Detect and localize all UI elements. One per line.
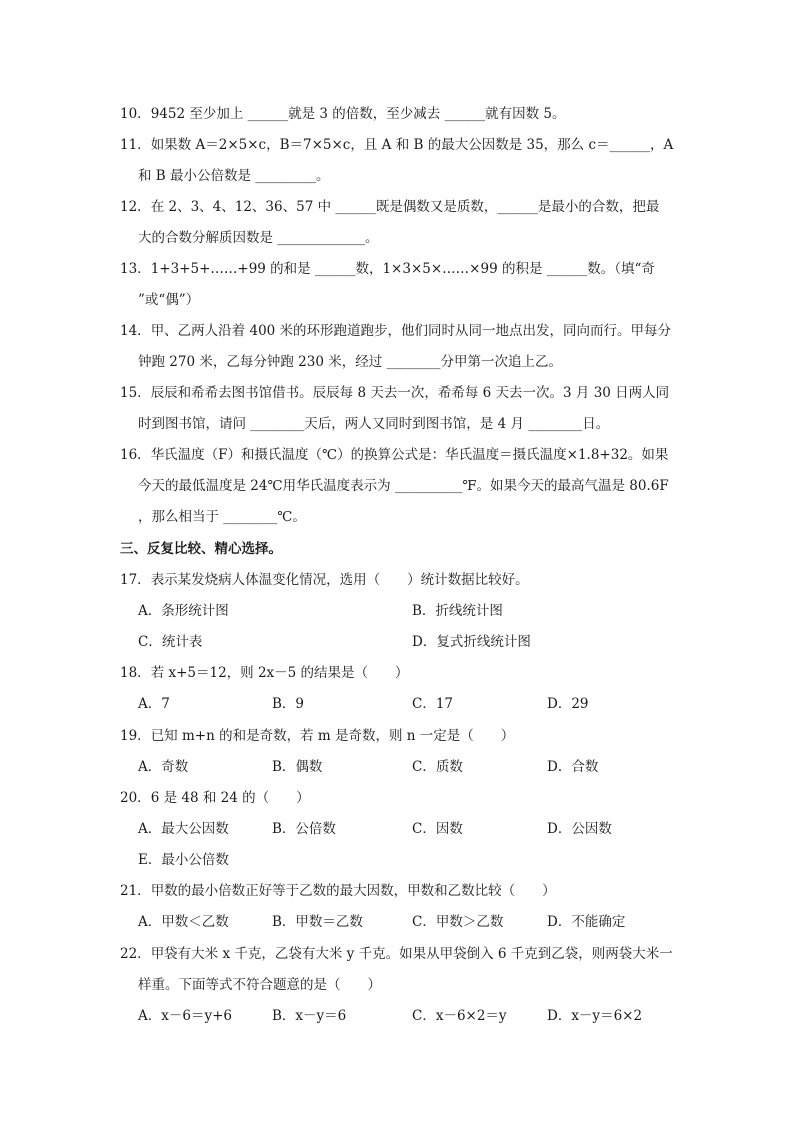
section-heading: 三、反复比较、精心选择。: [120, 541, 282, 557]
question-14-continued: 钟跑 270 米，乙每分钟跑 230 米，经过 ________分甲第一次追上乙。: [138, 354, 562, 370]
option-a[interactable]: A．x－6＝y+6: [138, 1008, 232, 1024]
question-text: 如果数 A＝2×5×c，B＝7×5×c，且 A 和 B 的最大公因数是 35，那么 c＝______，A: [150, 137, 674, 153]
question-number: 13．: [120, 261, 151, 277]
option-c[interactable]: C．统计表: [138, 634, 203, 650]
question-13: [120, 259, 655, 279]
question-text: 已知 m+n 的和是奇数，若 m 是奇数，则 n 一定是（ ）: [150, 728, 515, 744]
question-text: 辰辰和希希去图书馆借书。辰辰每 8 天去一次，希希每 6 天去一次。3 月 30 日两人同: [150, 385, 670, 401]
question-text: 表示某发烧病人体温变化情况，选用（ ）统计数据比较好。: [150, 572, 529, 588]
question-number: 12．: [120, 199, 151, 215]
option-d[interactable]: D．公因数: [547, 821, 612, 837]
option-c[interactable]: C．x－6×2＝y: [412, 1008, 507, 1024]
question-number: 19．: [120, 728, 151, 744]
question-10: [120, 104, 565, 124]
option-d[interactable]: D．29: [547, 696, 589, 712]
question-text: 1+3+5+……+99 的和是 ______数，1×3×5×……×99 的积是 ______数。（填“奇: [150, 261, 655, 277]
question-12-continued: 大的合数分解质因数是 _____________。: [138, 230, 379, 246]
question-16-continued: 今天的最低温度是 24℃用华氏温度表示为 __________℉。如果今天的最高气温是 80.6F: [138, 478, 669, 494]
question-18: [120, 663, 409, 683]
option-b[interactable]: B．9: [272, 696, 305, 712]
question-15: [120, 383, 669, 403]
question-14: [120, 321, 671, 341]
option-d[interactable]: D．x－y＝6×2: [547, 1008, 643, 1024]
question-number: 11．: [120, 137, 151, 153]
option-b[interactable]: B．甲数＝乙数: [272, 914, 363, 930]
question-text: 甲、乙两人沿着 400 米的环形跑道跑步，他们同时从同一地点出发，同向而行。甲每分: [150, 323, 672, 339]
option-d[interactable]: D．合数: [547, 759, 599, 775]
option-b[interactable]: B．偶数: [272, 759, 323, 775]
option-c[interactable]: C．甲数＞乙数: [412, 914, 504, 930]
question-text: 甲数的最小倍数正好等于乙数的最大因数，甲数和乙数比较（ ）: [150, 883, 556, 899]
question-text: 6 是 48 和 24 的（ ）: [150, 790, 310, 806]
question-16-continued-2: ，那么相当于 ________℃。: [138, 509, 306, 525]
option-b[interactable]: B．折线统计图: [412, 603, 503, 619]
question-11: [120, 135, 673, 155]
question-15-continued: 时到图书馆，请问 ________天后，两人又同时到图书馆，是 4 月 ________日。: [138, 416, 610, 432]
option-c[interactable]: C．因数: [412, 821, 463, 837]
question-20: [120, 788, 310, 808]
question-number: 14．: [120, 323, 151, 339]
question-number: 21．: [120, 883, 151, 899]
question-17: [120, 570, 529, 590]
question-text: 若 x+5＝12，则 2x－5 的结果是（ ）: [150, 665, 409, 681]
question-number: 18．: [120, 665, 151, 681]
question-number: 20．: [120, 790, 151, 806]
question-number: 16．: [120, 447, 151, 463]
question-text: 华氏温度（F）和摄氏温度（℃）的换算公式是：华氏温度＝摄氏温度×1.8+32。如果: [150, 447, 669, 463]
question-21: [120, 881, 556, 901]
question-text: 甲袋有大米 x 千克，乙袋有大米 y 千克。如果从甲袋倒入 6 千克到乙袋，则两袋大米一: [150, 946, 673, 962]
question-number: 17．: [120, 572, 151, 588]
option-c[interactable]: C．17: [412, 696, 454, 712]
option-d[interactable]: D．不能确定: [547, 914, 626, 930]
question-11-continued: 和 B 最小公倍数是 _________。: [138, 168, 330, 184]
question-22-continued: 样重。下面等式不符合题意的是（ ）: [138, 977, 381, 993]
question-22: [120, 944, 673, 964]
question-13-continued: ”或“偶”）: [138, 292, 200, 308]
option-c[interactable]: C．质数: [412, 759, 463, 775]
question-number: 15．: [120, 385, 151, 401]
question-text: 9452 至少加上 ______就是 3 的倍数，至少减去 ______就有因数 5。: [150, 106, 566, 122]
question-16: [120, 445, 668, 465]
option-b[interactable]: B．公倍数: [272, 821, 336, 837]
option-b[interactable]: B．x－y＝6: [272, 1008, 347, 1024]
question-12: [120, 197, 659, 217]
question-text: 在 2、3、4、12、36、57 中 ______既是偶数又是质数，______是最小的合数，把最: [150, 199, 660, 215]
option-e[interactable]: E．最小公倍数: [138, 852, 229, 868]
option-a[interactable]: A．最大公因数: [138, 821, 229, 837]
question-19: [120, 726, 514, 746]
question-number: 10．: [120, 106, 151, 122]
option-a[interactable]: A．甲数＜乙数: [138, 914, 229, 930]
option-a[interactable]: A．奇数: [138, 759, 189, 775]
option-a[interactable]: A．条形统计图: [138, 603, 229, 619]
option-d[interactable]: D．复式折线统计图: [412, 634, 531, 650]
question-number: 22．: [120, 946, 151, 962]
option-a[interactable]: A．7: [138, 696, 170, 712]
